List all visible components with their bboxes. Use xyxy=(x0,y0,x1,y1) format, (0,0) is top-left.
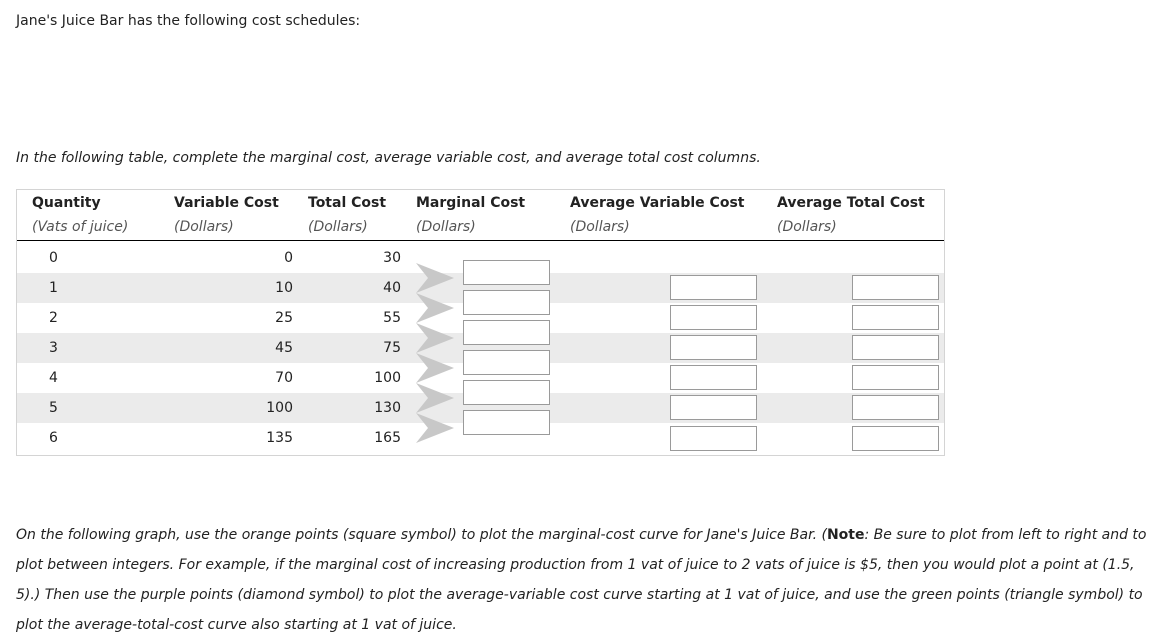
header-average-total-cost: Average Total Cost (Dollars) xyxy=(777,195,925,235)
quantity-cell: 1 xyxy=(49,280,58,296)
quantity-cell: 3 xyxy=(49,340,58,356)
total-cost-cell: 30 xyxy=(383,250,401,266)
graph-instruction: On the following graph, use the orange points (square symbol) to plot the marginal-cost curve for Jane's Juice Bar. (Note: Be sure to plot from left to right and to plot between integers. For example, if the marginal cost of increasing production from 1 vat of juice to 2 vats of juice is $5, then you would plot a point at (1.5, 5).) Then use the purple points (diamond symbol) to plot the average-variable cost curve starting at 1 vat of juice, and use the green points (triangle symbol) to plot the average-total-cost curve also starting at 1 vat of juice. xyxy=(16,527,1147,633)
atc-input[interactable] xyxy=(852,426,939,451)
atc-input[interactable] xyxy=(852,365,939,390)
variable-cost-cell: 0 xyxy=(284,250,293,266)
table-instruction: In the following table, complete the marginal cost, average variable cost, and average total cost columns. xyxy=(16,150,761,166)
atc-input[interactable] xyxy=(852,275,939,300)
quantity-cell: 2 xyxy=(49,310,58,326)
header-marginal-cost: Marginal Cost (Dollars) xyxy=(416,195,526,235)
header-total-cost: Total Cost (Dollars) xyxy=(308,195,387,235)
total-cost-cell: 100 xyxy=(374,370,401,386)
variable-cost-cell: 45 xyxy=(275,340,293,356)
avc-input[interactable] xyxy=(670,365,757,390)
chevron-right-icon xyxy=(414,410,456,446)
avc-input[interactable] xyxy=(670,335,757,360)
marginal-cost-input[interactable] xyxy=(463,290,550,315)
header-quantity: Quantity (Vats of juice) xyxy=(32,195,129,235)
avc-input[interactable] xyxy=(670,395,757,420)
variable-cost-cell: 25 xyxy=(275,310,293,326)
marginal-cost-input[interactable] xyxy=(463,320,550,345)
marginal-cost-input[interactable] xyxy=(463,410,550,435)
total-cost-cell: 165 xyxy=(374,430,401,446)
note-label: Note xyxy=(826,527,865,543)
avc-input[interactable] xyxy=(670,426,757,451)
variable-cost-cell: 10 xyxy=(275,280,293,296)
total-cost-cell: 130 xyxy=(374,400,401,416)
total-cost-cell: 55 xyxy=(383,310,401,326)
avc-input[interactable] xyxy=(670,275,757,300)
variable-cost-cell: 70 xyxy=(275,370,293,386)
quantity-cell: 5 xyxy=(49,400,58,416)
atc-input[interactable] xyxy=(852,335,939,360)
header-divider xyxy=(17,240,944,241)
header-average-variable-cost: Average Variable Cost (Dollars) xyxy=(570,195,745,235)
variable-cost-cell: 100 xyxy=(266,400,293,416)
total-cost-cell: 40 xyxy=(383,280,401,296)
marginal-cost-input[interactable] xyxy=(463,260,550,285)
quantity-cell: 6 xyxy=(49,430,58,446)
total-cost-cell: 75 xyxy=(383,340,401,356)
variable-cost-cell: 135 xyxy=(266,430,293,446)
atc-input[interactable] xyxy=(852,305,939,330)
cost-table xyxy=(16,189,945,456)
quantity-cell: 0 xyxy=(49,250,58,266)
avc-input[interactable] xyxy=(670,305,757,330)
marginal-cost-input[interactable] xyxy=(463,380,550,405)
intro-text: Jane's Juice Bar has the following cost schedules: xyxy=(16,13,361,29)
atc-input[interactable] xyxy=(852,395,939,420)
quantity-cell: 4 xyxy=(49,370,58,386)
marginal-cost-input[interactable] xyxy=(463,350,550,375)
header-variable-cost: Variable Cost (Dollars) xyxy=(174,195,279,235)
